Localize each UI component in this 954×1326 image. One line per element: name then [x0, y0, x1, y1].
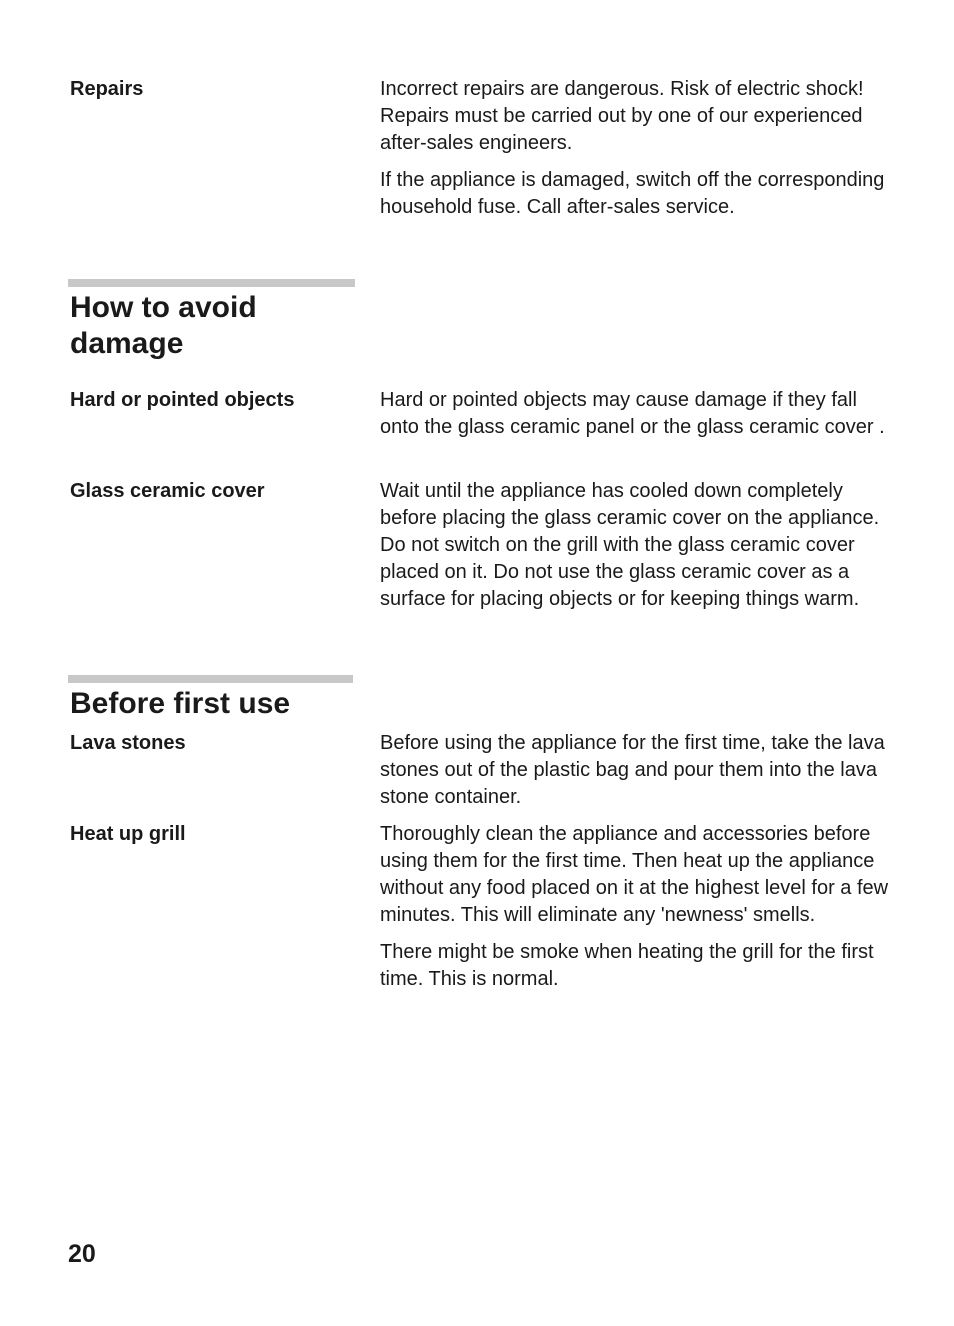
hard-objects-label: Hard or pointed objects [70, 389, 295, 411]
glass-cover-text [380, 478, 895, 623]
repairs-label: Repairs [70, 78, 144, 100]
lava-stones-label: Lava stones [70, 732, 186, 754]
glass-cover-paragraph: Wait until the appliance has cooled down completely before placing the glass ceramic cover on the appliance. Do not switch on the grill with the glass ceramic cover placed on it. Do not use the glass ceramic cover as a surface for placing objects or for keeping things warm. [380, 480, 880, 610]
repairs-text [380, 76, 895, 231]
hard-objects-paragraph: Hard or pointed objects may cause damage if they fall onto the glass ceramic panel or the glass ceramic cover . [380, 389, 885, 438]
heat-up-text [380, 821, 895, 1003]
lava-stones-text [380, 730, 895, 821]
hard-objects-text [380, 387, 895, 451]
section-rule-avoid-damage [68, 279, 355, 287]
repairs-paragraph-1: Incorrect repairs are dangerous. Risk of electric shock! Repairs must be carried out by one of our experienced after-sales engineers. [380, 78, 864, 154]
repairs-paragraph-2: If the appliance is damaged, switch off the corresponding household fuse. Call after-sales service. [380, 169, 885, 218]
section-heading-avoid-damage [70, 290, 257, 362]
heading-line-1: How to avoid [70, 291, 257, 324]
section-heading-first-use: Before first use [70, 687, 291, 720]
heading-line-2: damage [70, 327, 184, 360]
heat-up-paragraph-2: There might be smoke when heating the grill for the first time. This is normal. [380, 941, 874, 990]
lava-stones-paragraph: Before using the appliance for the first time, take the lava stones out of the plastic bag and pour them into the lava stone container. [380, 732, 885, 808]
heat-up-paragraph-1: Thoroughly clean the appliance and accessories before using them for the first time. Then heat up the appliance without any food placed on it at the highest level for a few minutes. This will eliminate any 'newness' smells. [380, 823, 889, 926]
heat-up-label: Heat up grill [70, 823, 186, 845]
section-rule-first-use [68, 675, 353, 683]
page-number: 20 [68, 1240, 96, 1268]
glass-cover-label: Glass ceramic cover [70, 480, 265, 502]
